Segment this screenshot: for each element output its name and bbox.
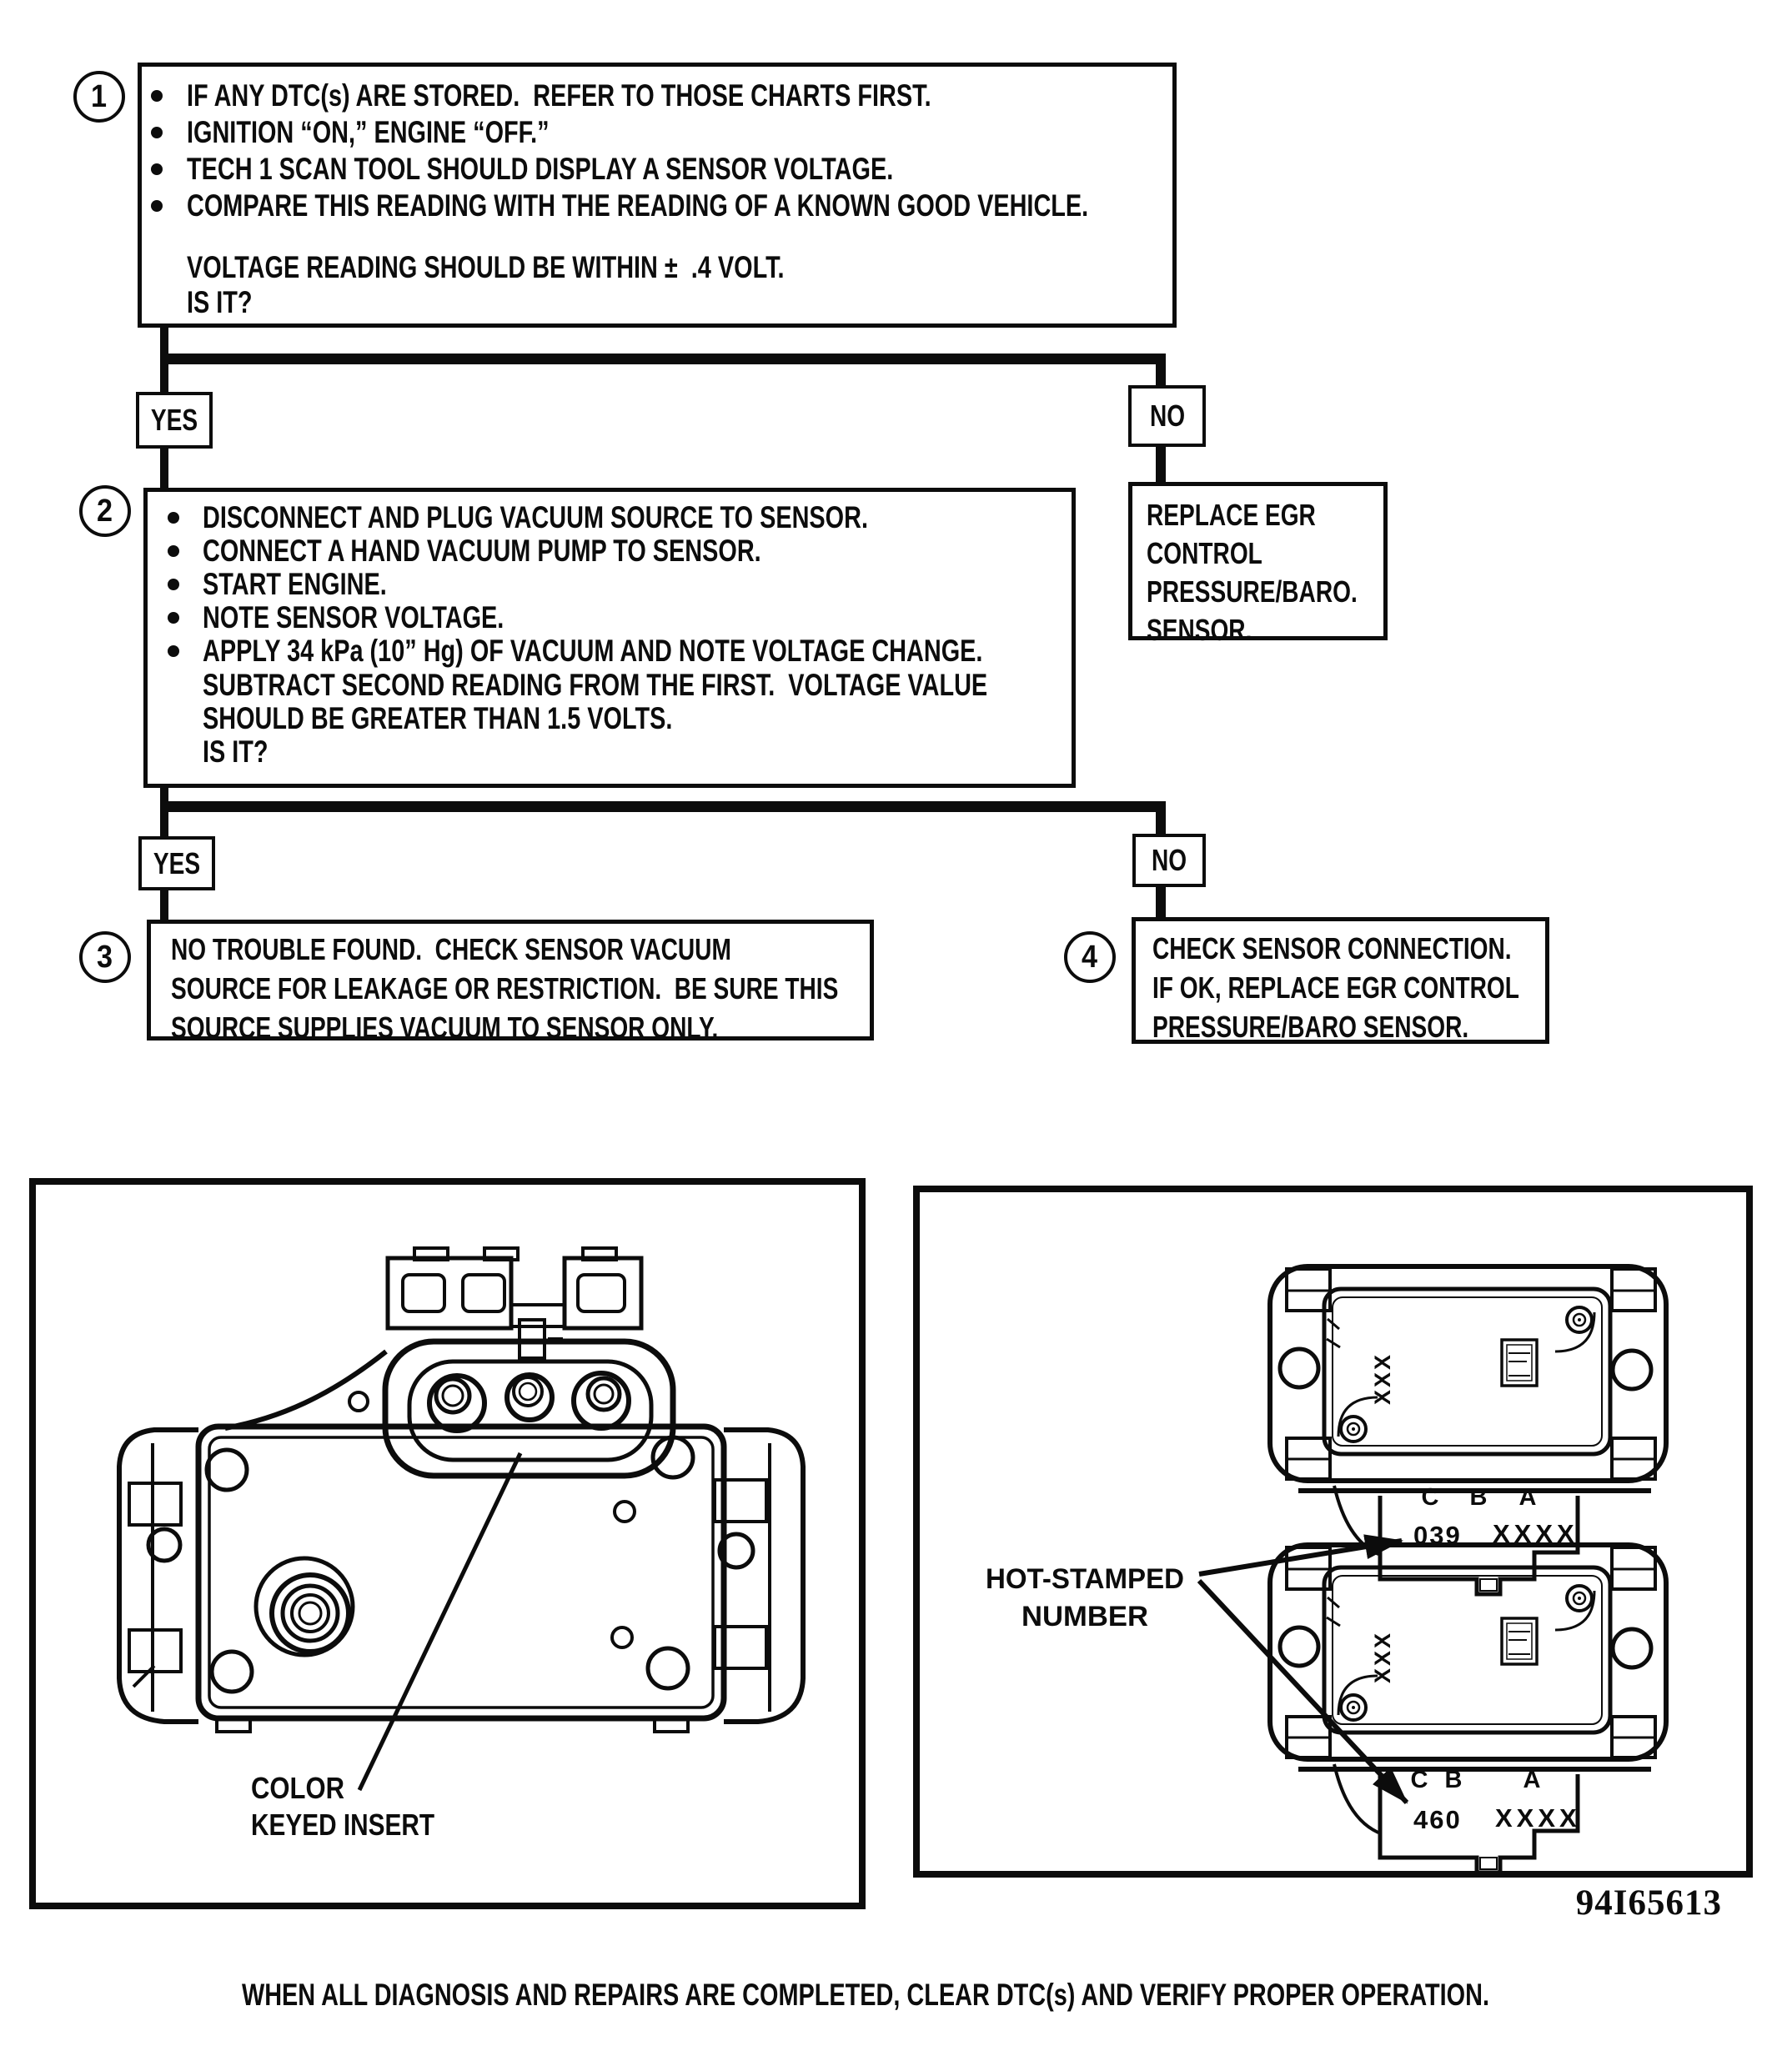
connector-line [1156,447,1166,482]
left-figure-panel [29,1178,866,1909]
bullet-dot [168,545,179,557]
bullet-dot [151,127,163,138]
pin-label-a: A [1523,1767,1541,1793]
step-1-number: 1 [91,78,108,114]
step-2-continuation-row [168,668,1072,701]
bullet-dot [168,579,179,590]
step-3-box [147,920,874,1045]
small-hole [349,1392,368,1411]
yes-label: YES [150,403,198,437]
step-1-bullet: COMPARE THIS READING WITH THE READING OF A KNOWN GOOD VEHICLE. [187,188,1089,223]
step-3-line: SOURCE SUPPLIES VACUUM TO SENSOR ONLY. [171,1010,719,1045]
connector-line [160,449,168,488]
step-2-line: SHOULD BE GREATER THAN 1.5 VOLTS. [203,701,673,735]
connector-line [1156,887,1166,919]
step-3-line: SOURCE FOR LEAKAGE OR RESTRICTION. BE SURE THIS [171,971,839,1005]
step-4-line: CHECK SENSOR CONNECTION. [1152,931,1512,965]
pin-label-b: B [1469,1484,1488,1511]
bullet-dot [151,90,163,102]
step-2-number: 2 [97,493,113,529]
step-4-number: 4 [1082,939,1098,975]
step-2-bullet-row [168,568,1072,601]
connector-line [160,890,168,921]
step-1-line: VOLTAGE READING SHOULD BE WITHIN ± .4 VOLT. [187,250,785,284]
step-1-bullet-row [151,151,1172,188]
yes-branch-2 [138,836,215,890]
step-4-badge [1064,931,1116,983]
step-2-continuation-row [168,701,1072,735]
screw-hole [212,1652,252,1692]
yes-branch-1 [136,392,213,449]
step-1-badge [73,71,125,123]
step-1-bullet: IGNITION “ON,” ENGINE “OFF.” [187,115,550,149]
small-hole [612,1627,632,1647]
step-1-line: IS IT? [187,285,253,319]
step-2-line: IS IT? [203,735,269,769]
step-2-bullet: DISCONNECT AND PLUG VACUUM SOURCE TO SENSOR. [203,500,868,534]
footer-note: WHEN ALL DIAGNOSIS AND REPAIRS ARE COMPLETED, CLEAR DTC(s) AND VERIFY PROPER OPERATION. [241,1978,1489,2012]
step-1-bullet: TECH 1 SCAN TOOL SHOULD DISPLAY A SENSOR VOLTAGE. [187,152,894,186]
vacuum-port-nipple [256,1558,353,1655]
body-ramp-line [225,1351,386,1428]
step-2-badge [79,485,131,537]
callout-leader-line [359,1453,520,1790]
hot-stamped-number-value: 039 [1413,1521,1462,1550]
step-1-question-row [151,250,1172,285]
step-2-continuation-row [168,735,1072,768]
serial-mask: XXXX [1493,1519,1579,1548]
sensor-side-marking: XXX [1370,1351,1395,1405]
bullet-dot [168,512,179,524]
step-3-badge [79,931,131,983]
step-2-line: SUBTRACT SECOND READING FROM THE FIRST. VOLTAGE VALUE [203,668,988,702]
bullet-dot [168,645,179,657]
step-2-bullet: CONNECT A HAND VACUUM PUMP TO SENSOR. [203,534,761,568]
figure-id: 94I65613 [1575,1883,1722,1923]
connector-line [1156,812,1166,836]
step-1-bullet: IF ANY DTC(s) ARE STORED. REFER TO THOSE CHARTS FIRST. [187,78,931,113]
left-bracket [119,1430,198,1722]
step-4-line: IF OK, REPLACE EGR CONTROL [1152,970,1519,1005]
hot-stamped-number-value: 460 [1413,1805,1462,1834]
pin-label-b: B [1444,1767,1463,1793]
replace-egr-line: REPLACE EGR [1147,498,1316,532]
step-4-line: PRESSURE/BARO SENSOR. [1152,1010,1469,1044]
step-2-bullet-row [168,534,1072,568]
color-keyed-insert-label: KEYED INSERT [251,1808,435,1842]
step-1-bullet-row [151,114,1172,151]
screw-hole [648,1648,688,1688]
connector-bar [160,801,1166,812]
sensor-unit-bottom [1270,1545,1666,1873]
ear-hole [1280,1349,1318,1387]
step-1-bullet-row [151,188,1172,224]
no-label: NO [1149,399,1185,433]
footer-note-row [0,1978,1730,2013]
hot-stamped-callout [986,1541,1407,1803]
hot-stamped-label: HOT-STAMPED [986,1563,1184,1595]
step-2-bullet: START ENGINE. [203,567,387,601]
step-2-bullet-row [168,634,1072,668]
connector-line [160,812,168,839]
bullet-dot [151,200,163,212]
step-1-bullet-row [151,78,1172,114]
screw-hole [207,1450,247,1490]
serial-mask: XXXX [1495,1803,1581,1833]
step-3-line: NO TROUBLE FOUND. CHECK SENSOR VACUUM [171,932,731,966]
pin-label-c: C [1421,1484,1439,1511]
connector-line [160,364,168,394]
step-2-bullet: NOTE SENSOR VOLTAGE. [203,600,504,634]
yes-label: YES [153,845,201,880]
rivet [1555,1307,1594,1351]
no-label: NO [1151,843,1187,877]
gm-stamp [1502,1340,1537,1386]
bullet-dot [168,612,179,624]
right-bracket [715,1430,803,1722]
step-3-number: 3 [97,939,113,975]
connector-line [1156,364,1166,388]
replace-egr-line: SENSOR. [1147,613,1252,647]
step-4-box [1132,917,1549,1044]
step-1-box [138,63,1177,328]
ear-hole [1613,1351,1651,1389]
step-2-box [143,488,1076,788]
step-2-bullet-row [168,501,1072,534]
replace-egr-box [1128,482,1388,647]
replace-egr-line: PRESSURE/BARO. [1147,574,1358,609]
step-2-bullet-row [168,601,1072,634]
replace-egr-line: CONTROL [1147,536,1262,570]
no-branch-2 [1132,834,1206,887]
three-port-connector [385,1341,673,1476]
bullet-dot [151,163,163,175]
sensor-side-marking: XXX [1370,1630,1395,1683]
small-hole [615,1502,635,1522]
step-1-question-row [151,285,1172,320]
pin-label-a: A [1518,1484,1537,1511]
hot-stamped-label: NUMBER [1021,1601,1148,1632]
left-figure-border [33,1181,862,1906]
step-2-bullet: APPLY 34 kPa (10” Hg) OF VACUUM AND NOTE VOLTAGE CHANGE. [203,634,983,668]
connector-bar [160,354,1166,364]
right-figure-panel [913,1186,1753,1878]
pin-label-c: C [1410,1767,1428,1793]
no-branch-1 [1128,385,1206,447]
color-keyed-insert-label: COLOR [251,1771,344,1805]
